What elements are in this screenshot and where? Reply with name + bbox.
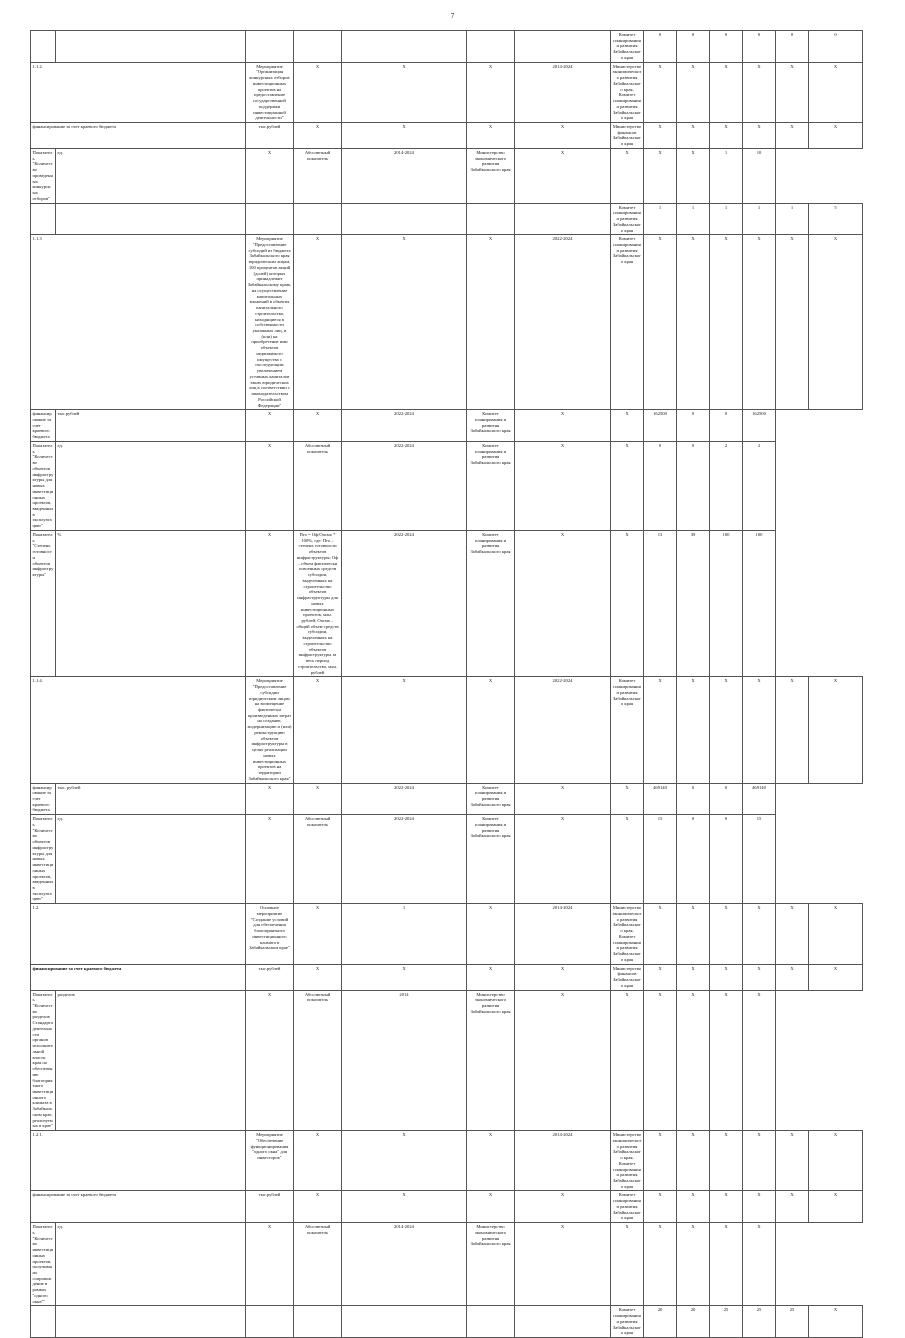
table-cell: X [294,410,342,442]
table-cell: X [294,677,342,783]
table-cell: 2022-2024 [342,441,467,530]
table-cell: 2014-2024 [515,62,611,122]
table-cell: X [644,123,677,149]
table-cell: 0 [710,410,743,442]
page-number: 7 [450,12,455,20]
table-row [31,235,863,410]
table-cell: Комитет планирования и развития Забайкальского края [611,677,644,783]
table-row [31,990,863,1131]
table-cell [294,1306,342,1338]
table-row [31,123,863,149]
table-cell: X [246,410,294,442]
table-cell: X [644,990,677,1131]
table-cell: X [809,235,863,410]
table-cell: X [467,904,515,964]
item-name-cell: ед. [56,441,246,530]
table-cell: X [644,904,677,964]
table-cell: Комитет планирования и развития Забайкальского края [467,530,515,676]
table-cell: 469140 [743,783,776,815]
table-cell: X [342,123,467,149]
table-cell: X [809,123,863,149]
item-name-cell: ед. [56,815,246,904]
table-cell: X [809,677,863,783]
table-cell: X [677,235,710,410]
table-cell: X [644,1223,677,1306]
row-number-cell: Показатель "Количество объектов инфраструктуры для новых инвестиционных проектов, введенных в эксплуатацию" [31,815,56,904]
table-cell [515,31,611,63]
table-cell: X [342,964,467,990]
item-name-cell: тыс.рублей [56,410,246,442]
table-cell: Абсолютный показатель [294,990,342,1131]
table-cell: тыс.рублей [246,123,294,149]
table-cell: Мероприятие "Организация конкурсных отборов инвестиционных проектов на предоставление государственной поддержки инвестиционной деятельности" [246,62,294,122]
table-cell: X [776,904,809,964]
table-cell: X [644,62,677,122]
table-cell: X [743,62,776,122]
item-name-cell: финансирование за счет краевого бюджета [31,1191,246,1223]
table-cell: X [342,1191,467,1223]
table-cell: X [710,904,743,964]
item-name-cell: 1.2. [31,904,246,964]
table-cell: X [710,123,743,149]
table-cell: 2022-2024 [342,530,467,676]
table-cell: 469140 [644,783,677,815]
table-cell: X [776,964,809,990]
table-cell: 13 [644,530,677,676]
table-row [31,1131,863,1191]
table-row [31,62,863,122]
table-cell: X [515,990,611,1131]
row-number-cell: Показатель "Количество инвестиционных проектов, получивших сопровождение в рамках "одного окна"" [31,1223,56,1306]
table-cell: X [246,815,294,904]
table-cell: X [246,783,294,815]
table-cell: X [809,904,863,964]
table-cell: X [246,148,294,203]
table-cell [342,31,467,63]
table-cell: X [677,148,710,203]
table-cell: Комитет планирования и развития Забайкальского края [611,31,644,63]
table-cell: 1 [743,203,776,235]
table-cell: X [809,964,863,990]
table-cell: Министерство экономического развития Забайкальского края [467,1223,515,1306]
table-cell: X [515,1191,611,1223]
table-cell: 2022-2024 [342,783,467,815]
table-cell: тыс.рублей [246,964,294,990]
table-cell: X [710,62,743,122]
table-cell: 162500 [743,410,776,442]
table-cell: Комитет планирования и развития Забайкальского края [611,203,644,235]
table-cell: 2014 [342,990,467,1131]
table-cell: X [809,1191,863,1223]
table-cell: X [515,123,611,149]
table-cell: X [515,783,611,815]
table-cell: X [677,677,710,783]
table-cell [246,1306,294,1338]
item-name-cell [56,1306,246,1338]
table-cell: 100 [710,530,743,676]
table-cell: Абсолютный показатель [294,441,342,530]
table-cell [246,203,294,235]
row-number-cell: финансирование за счет краевого бюджета [31,783,56,815]
program-table [30,30,863,1338]
table-cell: тыс.рублей [246,1191,294,1223]
item-name-cell: ед. [56,148,246,203]
table-row [31,410,863,442]
table-cell: 2014-2024 [515,904,611,964]
table-cell: X [515,964,611,990]
table-cell: X [743,964,776,990]
table-row [31,677,863,783]
table-row [31,1306,863,1338]
table-row [31,530,863,676]
table-cell: Министерство экономического развития Забайкальского края [467,990,515,1131]
item-name-cell [56,203,246,235]
table-cell: Мероприятие "Обеспечение функционирования "одного окна" для инвесторов" [246,1131,294,1191]
table-cell: 162500 [644,410,677,442]
table-cell: X [776,677,809,783]
table-cell: X [677,990,710,1131]
table-cell: X [743,990,776,1131]
table-cell: 1 [677,203,710,235]
item-name-cell: 1.1.2. [31,62,246,122]
table-row [31,783,863,815]
table-cell: X [776,1191,809,1223]
table-cell: X [710,1223,743,1306]
table-cell: X [611,148,644,203]
table-cell: Министерство экономического развития Забайкальского края [467,148,515,203]
table-cell: X [710,1131,743,1191]
row-number-cell: Показатель "Количество проведенных конкурсных отборов" [31,148,56,203]
table-cell: 1 [776,203,809,235]
item-name-cell: ед. [56,1223,246,1306]
table-cell: X [776,123,809,149]
table-cell: Комитет планирования и развития Забайкальского края [611,1191,644,1223]
table-cell: X [294,62,342,122]
table-cell: X [294,904,342,964]
table-cell: X [294,235,342,410]
table-cell: X [677,1223,710,1306]
table-cell: X [776,235,809,410]
table-cell: X [776,1131,809,1191]
table-cell: 1 [342,904,467,964]
table-cell: X [611,990,644,1131]
table-cell: 1 [644,203,677,235]
table-cell: 39 [677,530,710,676]
item-name-cell: разделов [56,990,246,1131]
item-name-cell: % [56,530,246,676]
table-cell: X [342,62,467,122]
table-cell: 0 [710,783,743,815]
table-cell: X [246,1223,294,1306]
table-cell: X [743,904,776,964]
table-cell: Комитет планирования и развития Забайкальского края [467,815,515,904]
table-cell: Основное мероприятие "Создание условий для обеспечения благоприятного инвестиционного климата в Забайкальском крае" [246,904,294,964]
table-cell: 25 [776,1306,809,1338]
row-number-cell: финансирование за счет краевого бюджета [31,410,56,442]
table-row [31,148,863,203]
table-cell: X [294,1131,342,1191]
table-cell: X [743,1191,776,1223]
table-cell: 2022-2024 [342,410,467,442]
table-cell: X [743,235,776,410]
item-name-cell: 1.1.4. [31,677,246,783]
table-cell: Министерство экономического развития Забайкальского края, Комитет планирования и развития Забайкальского края [611,1131,644,1191]
table-cell [515,203,611,235]
table-cell: X [342,677,467,783]
table-cell: 20 [677,1306,710,1338]
table-cell: 25 [710,1306,743,1338]
table-cell: X [809,62,863,122]
table-cell: X [611,815,644,904]
table-cell: X [294,964,342,990]
table-row [31,441,863,530]
table-cell: 5 [809,203,863,235]
table-cell: X [677,964,710,990]
table-cell: X [611,410,644,442]
table-cell: 0 [710,31,743,63]
table-cell: 0 [710,815,743,904]
table-cell: Пго = Оф/Оасмо * 100%, где: Пго – степень готовности объектов инфраструктуры; Оф – объем фактически освоенных средств субсидии, выделенных на строительство объектов инфраструктуры для новых инвестиционных проектов, млн. рублей; Оасмо – общий объем средств субсидии, выделенных на строительство объектов инфраструктуры за весь период строительства, млн. рублей [294,530,342,676]
table-cell: 0 [677,410,710,442]
table-cell: X [515,410,611,442]
table-cell: X [342,1131,467,1191]
table-cell: 0 [677,31,710,63]
table-cell: 0 [776,31,809,63]
table-cell: X [776,62,809,122]
table-cell: Министерство финансов Забайкальского края [611,964,644,990]
table-cell: Министерство финансов Забайкальского края [611,123,644,149]
table-cell: 2014-2024 [515,1131,611,1191]
table-cell: Абсолютный показатель [294,148,342,203]
item-name-cell: финансирование за счет краевого бюджета [31,123,246,149]
table-cell [467,203,515,235]
table-cell: X [710,990,743,1131]
table-cell: 15 [743,815,776,904]
table-row [31,203,863,235]
table-cell: X [515,148,611,203]
table-cell: X [677,904,710,964]
table-cell: X [710,677,743,783]
table-cell: 0 [644,31,677,63]
table-cell: X [611,783,644,815]
table-cell: 2 [710,441,743,530]
table-cell: X [611,441,644,530]
table-cell: X [515,1223,611,1306]
table-cell: X [467,1131,515,1191]
table-cell: Комитет планирования и развития Забайкальского края [467,441,515,530]
table-cell: X [644,677,677,783]
table-cell: X [294,783,342,815]
table-cell: Комитет планирования и развития Забайкальского края [467,783,515,815]
table-cell: 10 [743,148,776,203]
table-cell: Министерство экономического развития Забайкальского края, Комитет планирования и развития Забайкальского края [611,62,644,122]
table-cell: X [644,148,677,203]
table-cell: Министерство экономического развития Забайкальского края, Комитет планирования и развития Забайкальского края [611,904,644,964]
table-cell: X [677,123,710,149]
table-cell: 2 [743,441,776,530]
table-row [31,904,863,964]
table-cell: X [743,123,776,149]
table-cell: X [677,62,710,122]
table-cell: X [515,441,611,530]
table-cell: X [246,441,294,530]
table-cell: X [467,123,515,149]
table-row [31,1223,863,1306]
row-number-cell [31,31,56,63]
table-cell: X [677,1191,710,1223]
table-cell: Абсолютный показатель [294,815,342,904]
table-cell: Мероприятие "Предоставление субсидии юридическим лицам на возмещение фактически произведенных затрат на создание, модернизацию и (или) реконструкцию объектов инфраструктуры в целях реализации новых инвестиционных проектов на территории Забайкальского края" [246,677,294,783]
table-cell: X [710,964,743,990]
table-cell: 0 [743,31,776,63]
table-cell [342,203,467,235]
table-cell [342,1306,467,1338]
table-cell: X [467,1191,515,1223]
table-row [31,815,863,904]
table-cell [515,1306,611,1338]
table-cell: X [644,235,677,410]
table-cell: 1 [710,203,743,235]
table-cell: X [710,235,743,410]
row-number-cell [31,203,56,235]
table-cell: X [246,530,294,676]
table-cell: X [743,1131,776,1191]
table-cell: X [809,1131,863,1191]
table-cell: 1 [710,148,743,203]
table-cell: X [743,1223,776,1306]
table-cell: 2022-2024 [515,235,611,410]
item-name-cell: 1.1.3 [31,235,246,410]
table-cell: Абсолютный показатель [294,1223,342,1306]
table-cell: 2022-2024 [515,677,611,783]
table-cell: X [467,235,515,410]
table-cell: X [342,235,467,410]
table-cell: 15 [644,815,677,904]
item-name-cell: финансирование за счет краевого бюджета [31,964,246,990]
table-row [31,1191,863,1223]
table-row [31,964,863,990]
table-cell: X [644,1191,677,1223]
row-number-cell: Показатель "Степень готовности объектов инфраструктуры" [31,530,56,676]
item-name-cell [56,31,246,63]
table-cell: X [467,677,515,783]
table-cell: Комитет планирования и развития Забайкальского края [611,235,644,410]
table-cell: Комитет планирования и развития Забайкальского края [467,410,515,442]
table-cell: X [467,62,515,122]
table-cell: 2022-2024 [342,815,467,904]
table-cell [246,31,294,63]
table-cell: X [294,1191,342,1223]
table-cell: X [710,1191,743,1223]
table-cell: X [743,677,776,783]
table-cell: X [515,530,611,676]
table-cell [467,1306,515,1338]
item-name-cell: тыс. рублей [56,783,246,815]
table-cell: 25 [743,1306,776,1338]
table-cell: 0 [809,31,863,63]
table-cell: X [467,964,515,990]
row-number-cell: Показатель "Количество разделов Стандарта деятельности органов исполнительной власти края по обеспечению благоприятного инвестиционного климата в Забайкальском крае, реализуемых в крае" [31,990,56,1131]
table-cell: X [677,1131,710,1191]
table-cell: 2014-2024 [342,1223,467,1306]
table-cell: X [246,990,294,1131]
table-cell: X [294,123,342,149]
item-name-cell: 1.2.1. [31,1131,246,1191]
table-cell: 0 [677,815,710,904]
row-number-cell [31,1306,56,1338]
table-cell [294,203,342,235]
table-cell: 2014-2024 [342,148,467,203]
table-cell: X [515,815,611,904]
table-cell: 20 [644,1306,677,1338]
table-cell: X [644,964,677,990]
table-cell: 0 [677,441,710,530]
table-cell: Комитет планирования и развития Забайкальского края [611,1306,644,1338]
table-cell: 100 [743,530,776,676]
table-cell: Мероприятие "Предоставление субсидий из бюджета Забайкальского края юридическим лицам, 100 процентов акций (долей) которых принадлежит Забайкальскому краю, на осуществление капитальных вложений в объекты капитального строительства, находящиеся в собственности указанных лиц, и (или) на приобретение ими объектов недвижимого имущества с последующим увеличением уставных капиталов таких юридических лиц в соответствии с законодательством Российской Федерации" [246,235,294,410]
table-cell: 0 [677,783,710,815]
table-cell: X [809,1306,863,1338]
table-cell [294,31,342,63]
table-row [31,31,863,63]
table-cell: X [611,530,644,676]
table-cell: X [644,1131,677,1191]
table-cell: 0 [644,441,677,530]
row-number-cell: Показатель "Количество объектов инфраструктуры для новых инвестиционных проектов, введенных в эксплуатацию" [31,441,56,530]
table-cell: X [611,1223,644,1306]
table-cell [467,31,515,63]
